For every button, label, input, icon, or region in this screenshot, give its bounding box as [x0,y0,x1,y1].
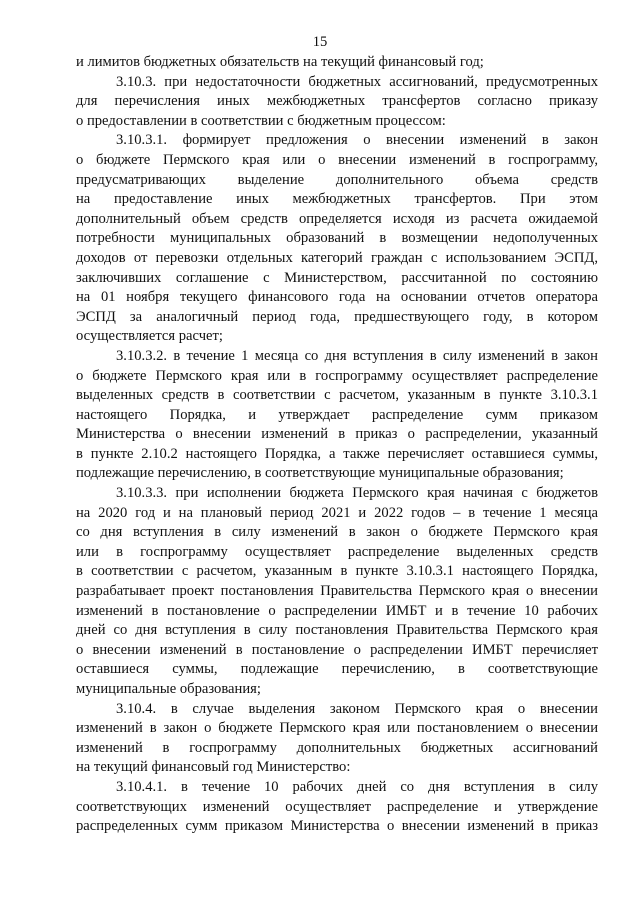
document-body [76,53,598,837]
text-line: изменений в постановление о распределении ИМБТ и в течение 10 рабочих [76,602,598,619]
text-line: потребности муниципальных образований в возмещении недополученных [76,230,598,247]
text-line: 3.10.3.2. в течение 1 месяца со дня вступления в силу изменений в закон [116,347,598,364]
text-line: о предоставлении в соответствии с бюджетным процессом: [76,112,446,129]
text-line: ЭСПД за аналогичный период года, предшествующего году, в котором [76,308,598,325]
text-line: 3.10.4.1. в течение 10 рабочих дней со дня вступления в силу [116,778,598,795]
text-line: в пункте 2.10.2 настоящего Порядка, а также перечисляет оставшиеся суммы, [76,445,598,462]
text-line: Министерства о внесении изменений в приказ о распределении, указанный [76,426,598,443]
paragraph [76,53,598,73]
text-line: выделенных средств в соответствии с расчетом, указанным в пункте 3.10.3.1 [76,387,598,404]
paragraph [76,131,598,347]
text-line: муниципальные образования; [76,681,261,697]
text-line: 3.10.3.3. при исполнении бюджета Пермского края начиная с бюджетов [116,485,598,502]
paragraph [76,347,598,484]
text-line: осуществляется расчет; [76,328,223,345]
text-line: распределенных сумм приказом Министерства о внесении изменений в приказ [76,818,598,835]
text-line: для перечисления иных межбюджетных трансфертов согласно приказу [76,93,598,110]
text-line: соответствующих изменений осуществляет распределение и утверждение [76,798,598,815]
text-line: изменений в закон о бюджете Пермского края или постановлением о внесении [76,720,598,737]
text-line: и лимитов бюджетных обязательств на текущий финансовый год; [76,54,484,70]
text-line: дней со дня вступления в силу постановления Правительства Пермского края [76,622,598,639]
text-line: со дня вступления в силу изменений в закон о бюджете Пермского края [76,524,598,541]
text-line: оставшиеся суммы, подлежащие перечислению, в соответствующие [76,661,598,678]
text-line: 3.10.3.1. формирует предложения о внесении изменений в закон [116,132,598,149]
text-line: изменений в госпрограмму дополнительных бюджетных ассигнований [76,739,598,756]
text-line: 3.10.4. в случае выделения законом Пермского края о внесении [116,700,598,717]
text-line: предусматривающих выделение дополнительного объема средств [76,171,598,188]
text-line: подлежащие перечислению, в соответствующие муниципальные образования; [76,465,564,482]
paragraph [76,700,598,778]
text-line: на 01 ноября текущего финансового года на основании отчетов оператора [76,289,598,306]
text-line: на предоставление иных межбюджетных трансфертов. При этом [76,191,598,208]
text-line: о бюджете Пермского края или в госпрограмму осуществляет распределение [76,367,598,384]
text-line: 3.10.3. при недостаточности бюджетных ассигнований, предусмотренных [116,73,598,90]
text-line: настоящего Порядка, и утверждает распределение сумм приказом [76,406,598,423]
paragraph [76,73,598,132]
text-line: разрабатывает проект постановления Правительства Пермского края о внесении [76,583,598,600]
paragraph [76,484,598,700]
text-line: на текущий финансовый год Министерство: [76,759,351,776]
text-line: или в госпрограмму осуществляет распределение выделенных средств [76,543,598,560]
text-line: доходов от перевозки отдельных категорий граждан с использованием ЭСПД, [76,249,598,266]
text-line: заключивших соглашение с Министерством, рассчитанной по состоянию [76,269,598,286]
text-line: дополнительный объем средств определяется исходя из расчета ожидаемой [76,210,598,227]
page-number: 15 [312,34,328,50]
text-line: на 2020 год и на плановый период 2021 и 2022 годов – в течение 1 месяца [76,504,598,521]
paragraph [76,778,598,837]
text-line: в соответствии с расчетом, указанным в пункте 3.10.3.1 настоящего Порядка, [76,563,598,580]
text-line: о внесении изменений в постановление о распределении ИМБТ перечисляет [76,641,598,658]
text-line: о бюджете Пермского края или о внесении изменений в госпрограмму, [76,151,598,168]
